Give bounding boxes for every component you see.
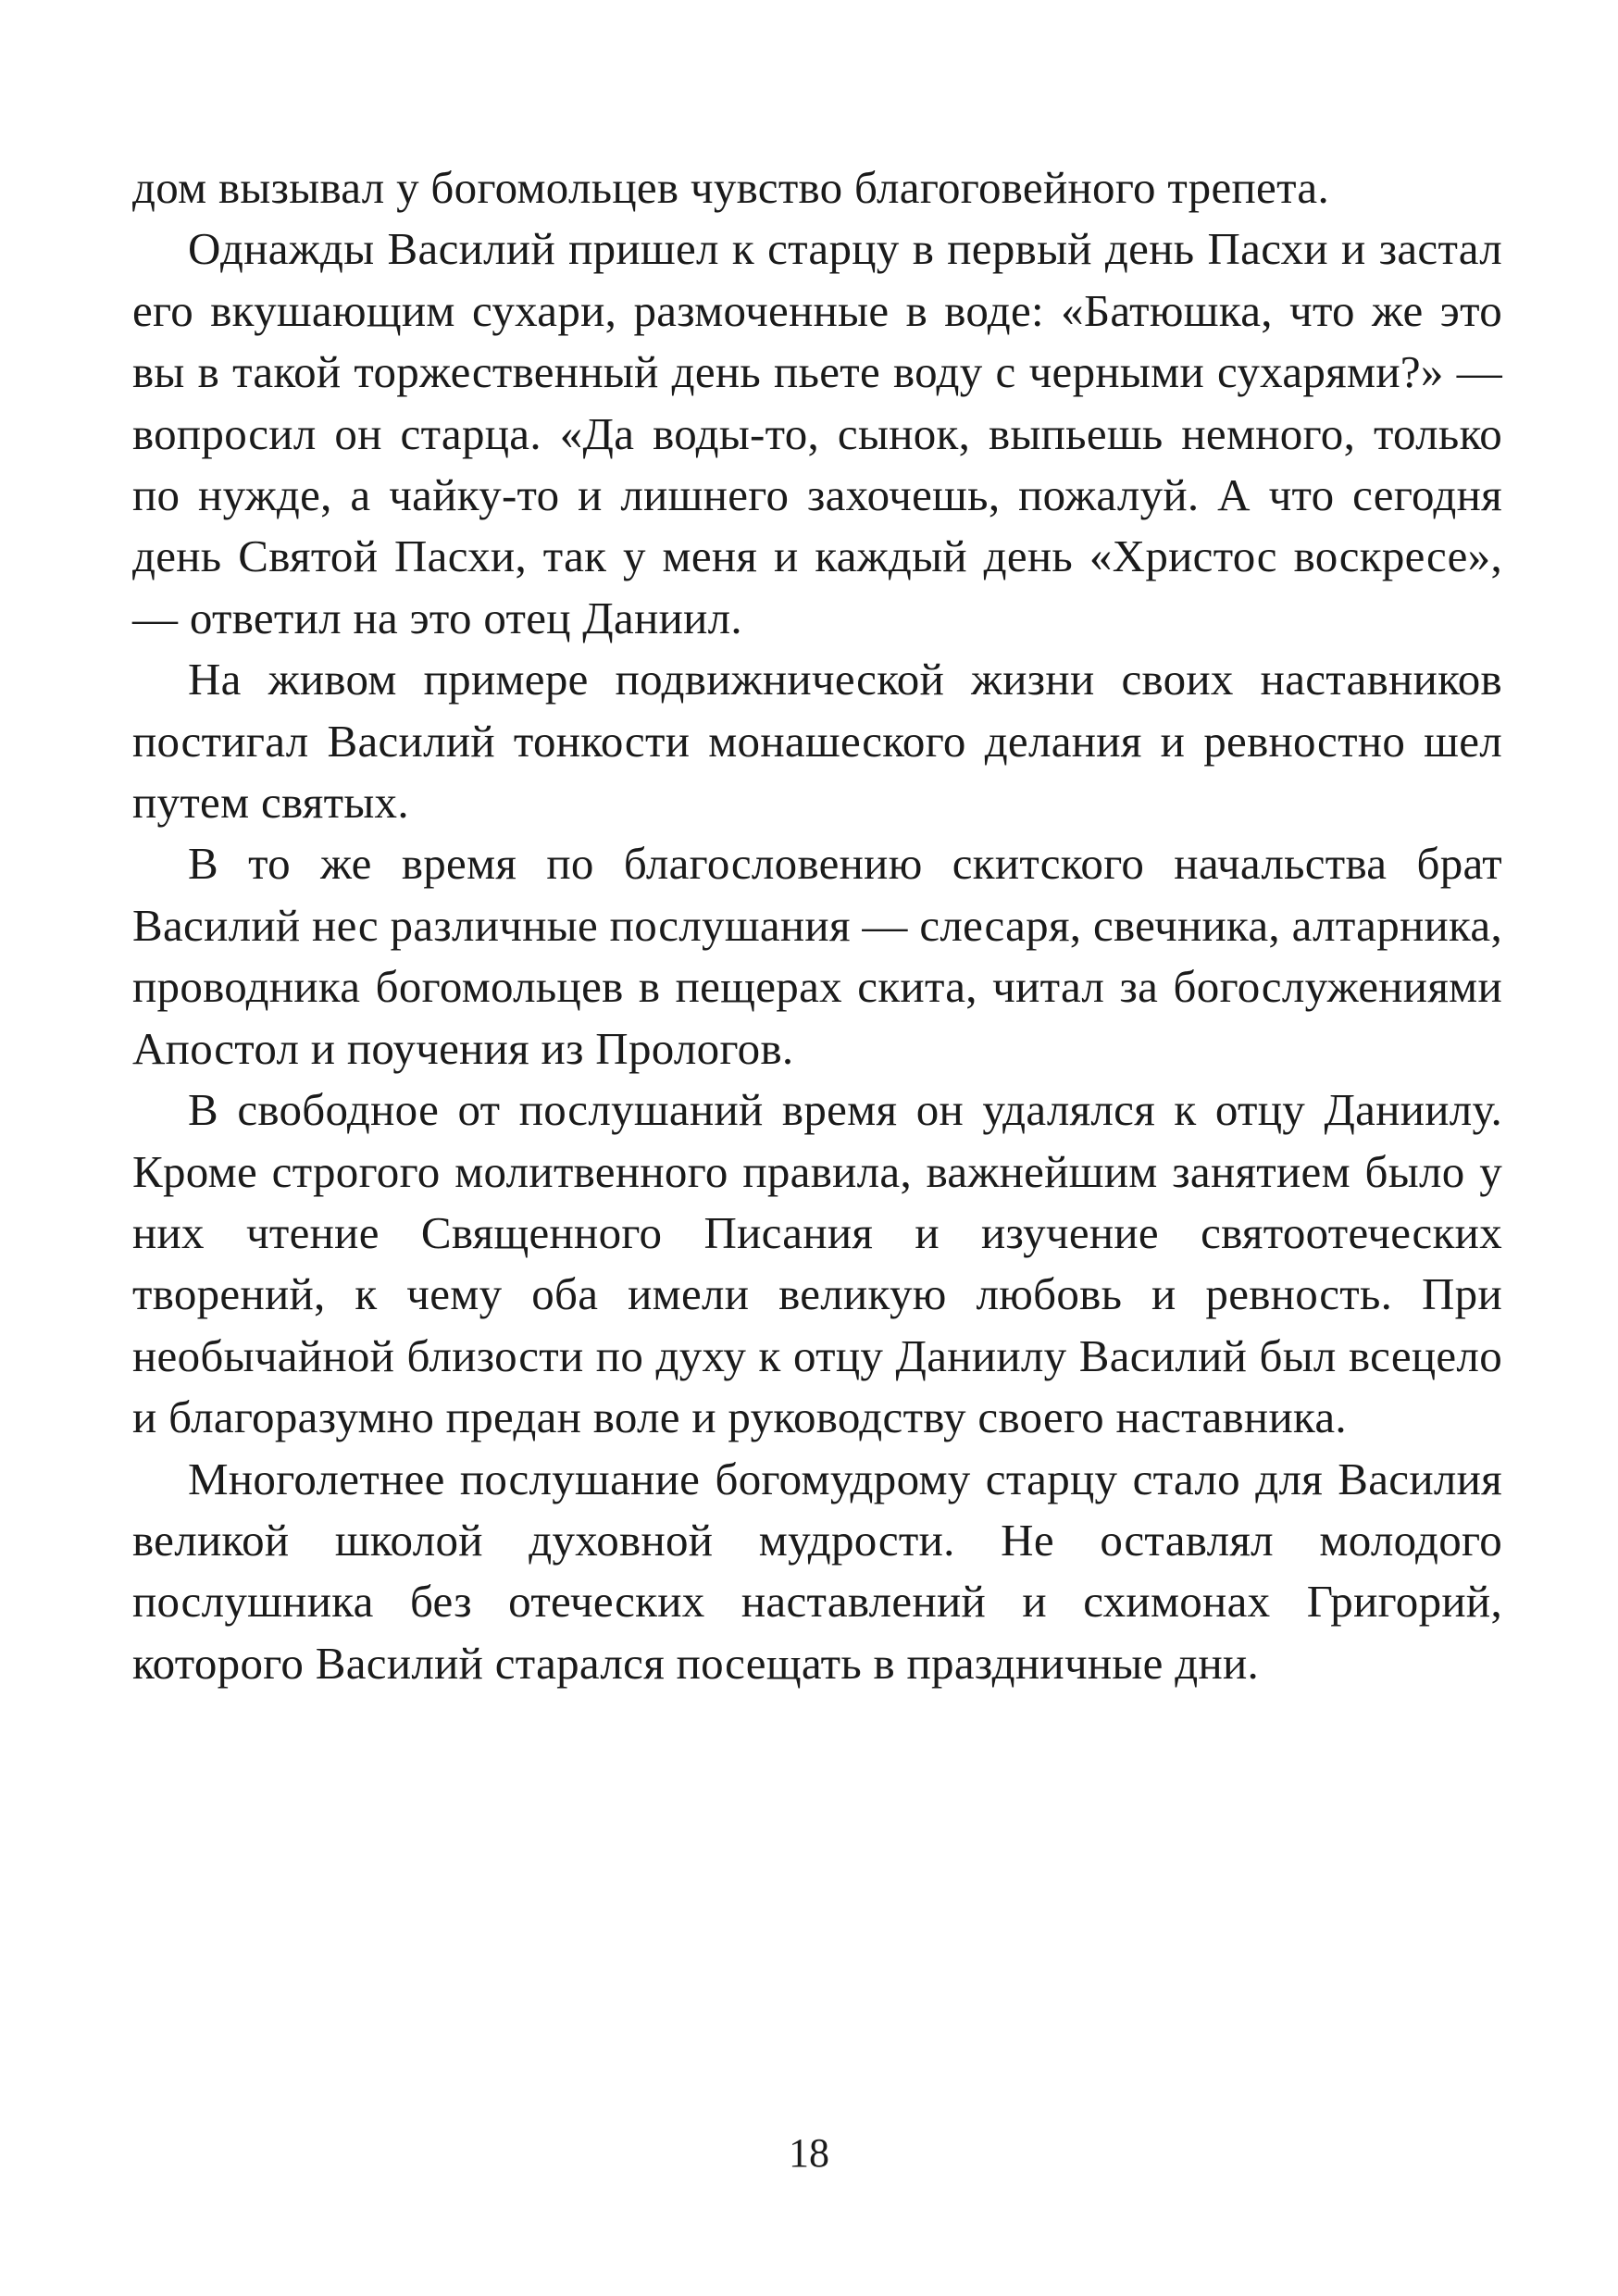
- page-body: [132, 157, 1502, 1694]
- paragraph-easter-visit: Однажды Василий пришел к старцу в первый день Пасхи и застал его вкушающим сухари, размоченные в воде: «Батюшка, что же это вы в такой торжественный день пьете воду с черными сухарями?» — вопросил он старца. «Да воды-то, сынок, выпьешь немного, только по нужде, а чайку-то и лишнего захочешь, пожалуй. А что сегодня день Святой Пасхи, так у меня и каждый день «Христос воскресе», — ответил на это отец Даниил.: [132, 223, 1502, 643]
- paragraph-free-time: В свободное от послушаний время он удалялся к отцу Даниилу. Кроме строгого молитвенного правила, важнейшим занятием было у них чтение Священного Писания и изучение святоотеческих творений, к чему оба имели великую любовь и ревность. При необычайной близости по духу к отцу Даниилу Василий был всецело и благоразумно предан воле и руководству своего наставника.: [132, 1084, 1502, 1443]
- page-number: 18: [789, 2130, 829, 2176]
- paragraph-obediences: В то же время по благословению скитского начальства брат Василий нес различные послушания — слесаря, свечника, алтарника, проводника богомольцев в пещерах скита, читал за богослужениями Апостол и поучения из Прологов.: [132, 838, 1502, 1074]
- paragraph-living-example: На живом примере подвижнической жизни своих наставников постигал Василий тонкости монашеского делания и ревностно шел путем святых.: [132, 654, 1502, 829]
- paragraph-continuation: дом вызывал у богомольцев чувство благоговейного трепета.: [132, 162, 1329, 213]
- paragraph-school-of-wisdom: Многолетнее послушание богомудрому старцу стало для Василия великой школой духовной мудрости. Не оставлял молодого послушника без отеческих наставлений и схимонах Григорий, которого Василий старался посещать в праздничные дни.: [132, 1453, 1502, 1689]
